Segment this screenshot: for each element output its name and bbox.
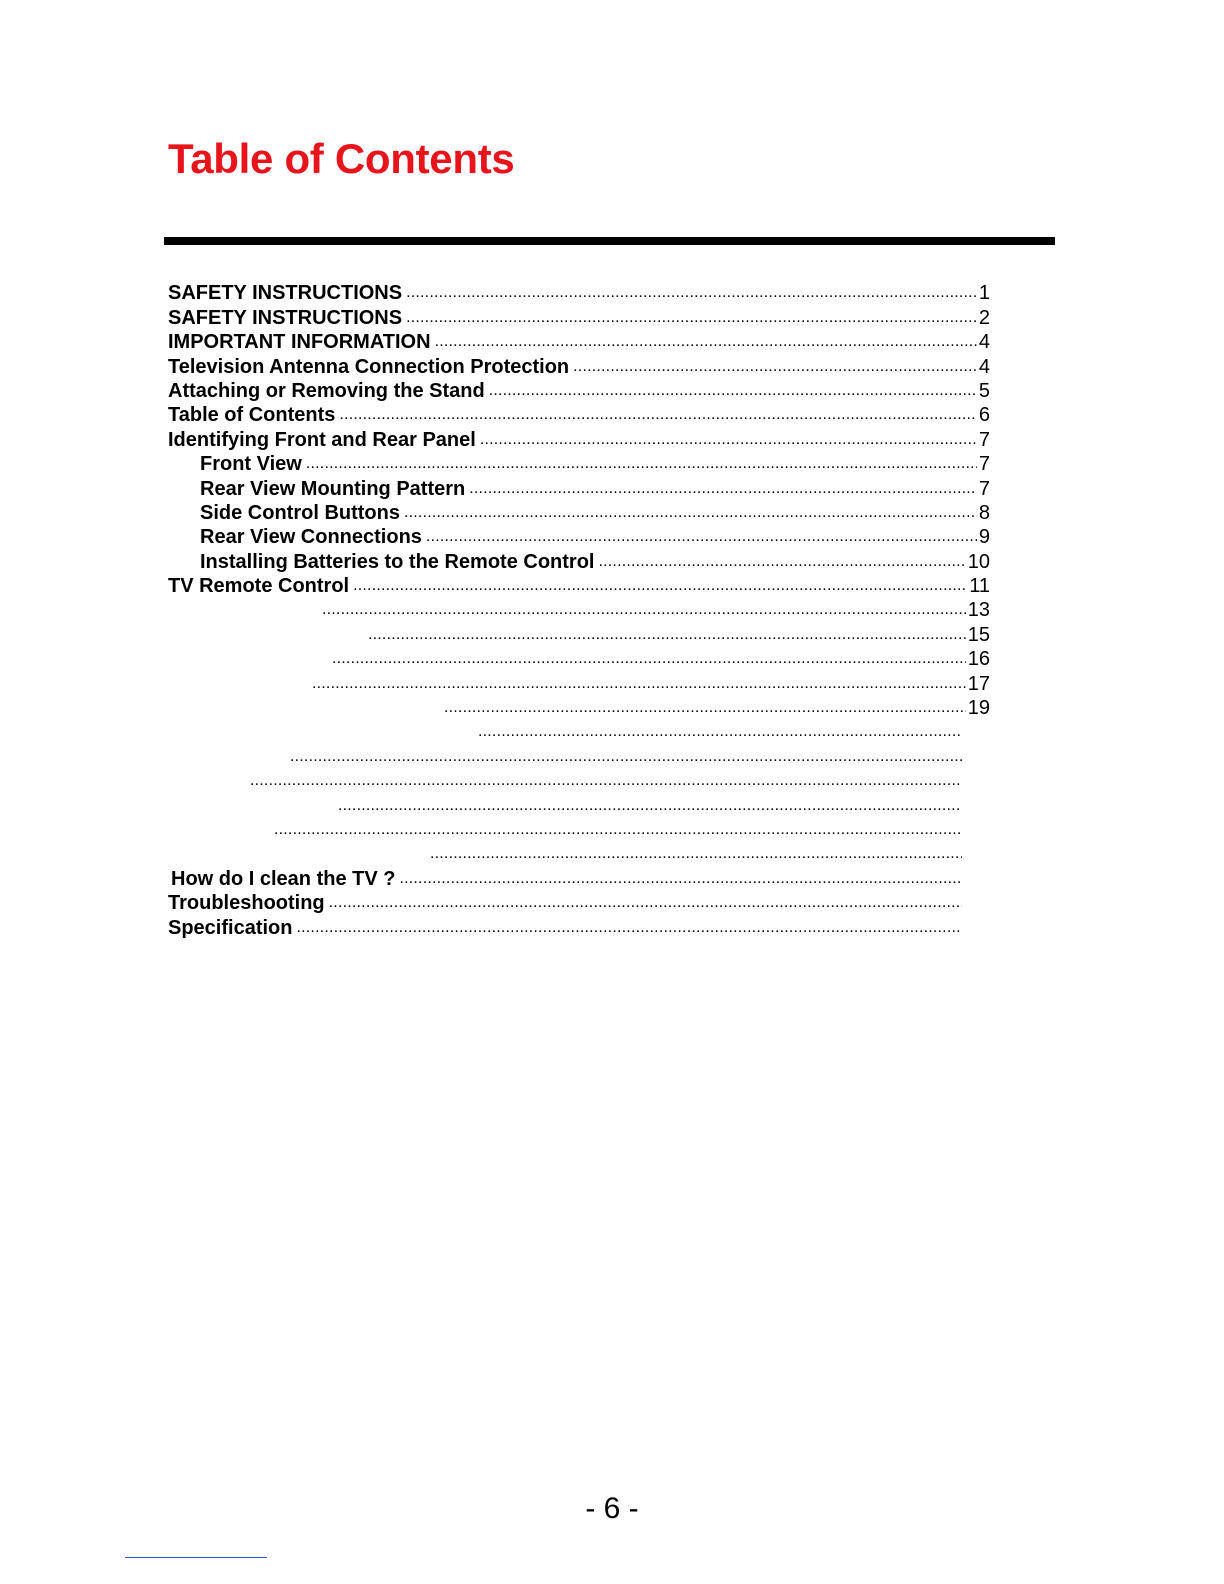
toc-entry-label: Troubleshooting	[168, 891, 329, 915]
toc-leader-dots	[250, 771, 962, 791]
toc-entry-label: Installing Batteries to the Remote Control	[200, 550, 598, 574]
toc-entry	[168, 915, 990, 939]
toc-entry	[168, 671, 990, 695]
toc-leader-dots	[332, 649, 966, 669]
toc-entry-label: Rear View Mounting Pattern	[200, 477, 469, 501]
toc-entry-label: TV Remote Control	[168, 574, 353, 598]
toc-entry	[168, 403, 990, 427]
toc-entry	[168, 574, 990, 598]
toc-entry-label: Television Antenna Connection Protection	[168, 355, 573, 379]
toc-entry-page: 2	[978, 306, 990, 329]
toc-entry	[168, 891, 990, 915]
toc-entry-page: 5	[978, 379, 990, 402]
table-of-contents	[168, 281, 990, 940]
toc-leader-dots	[444, 698, 966, 718]
toc-leader-dots	[399, 869, 962, 889]
toc-leader-dots	[353, 576, 967, 596]
toc-entry	[168, 354, 990, 378]
toc-entry	[168, 281, 990, 305]
toc-entry-page: 15	[967, 623, 990, 646]
toc-entry	[168, 696, 990, 720]
toc-entry-label: Table of Contents	[168, 403, 339, 427]
toc-leader-dots	[478, 722, 962, 742]
toc-entry	[168, 769, 990, 793]
toc-leader-dots	[329, 893, 962, 913]
page-title: Table of Contents	[168, 135, 515, 182]
toc-entry-label: Rear View Connections	[200, 525, 426, 549]
toc-entry-label: Side Control Buttons	[200, 501, 404, 525]
toc-leader-dots	[430, 844, 962, 864]
toc-entry-label: SAFETY INSTRUCTIONS	[168, 281, 406, 305]
toc-entry-label: How do I clean the TV ?	[171, 867, 399, 891]
toc-entry-page: 8	[978, 501, 990, 524]
toc-leader-dots	[406, 283, 977, 303]
toc-entry-label: IMPORTANT INFORMATION	[168, 330, 435, 354]
toc-entry-page: 7	[978, 428, 990, 451]
toc-entry	[168, 549, 990, 573]
toc-leader-dots	[480, 430, 977, 450]
toc-entry-page: 4	[978, 331, 990, 354]
toc-leader-dots	[598, 552, 965, 572]
toc-entry-label: Specification	[168, 916, 296, 940]
toc-entry	[168, 452, 990, 476]
toc-entry	[168, 818, 990, 842]
footer-line	[125, 1557, 267, 1558]
toc-entry-page: 7	[978, 477, 990, 500]
toc-entry	[168, 525, 990, 549]
page-number: - 6 -	[585, 1492, 639, 1525]
toc-entry-label: Identifying Front and Rear Panel	[168, 428, 480, 452]
toc-entry	[168, 330, 990, 354]
toc-entry-label: SAFETY INSTRUCTIONS	[168, 306, 406, 330]
toc-entry-page: 17	[967, 672, 990, 695]
toc-entry-page: 4	[978, 355, 990, 378]
toc-leader-dots	[404, 503, 977, 523]
toc-entry	[168, 647, 990, 671]
toc-entry	[168, 379, 990, 403]
toc-entry-page: 10	[967, 550, 990, 573]
toc-entry-label: Front View	[200, 452, 306, 476]
toc-entry-page: 16	[967, 648, 990, 671]
toc-leader-dots	[426, 527, 977, 547]
toc-leader-dots	[435, 332, 977, 352]
toc-entry	[168, 720, 990, 744]
toc-entry	[168, 476, 990, 500]
toc-entry-page: 7	[978, 453, 990, 476]
toc-leader-dots	[406, 308, 977, 328]
toc-entry-page: 11	[969, 575, 990, 598]
toc-entry-page: 19	[967, 697, 990, 720]
toc-entry	[168, 866, 990, 890]
toc-leader-dots	[368, 625, 966, 645]
toc-leader-dots	[322, 600, 966, 620]
toc-leader-dots	[489, 381, 977, 401]
toc-entry	[168, 744, 990, 768]
toc-entry-page: 13	[967, 599, 990, 622]
toc-leader-dots	[573, 357, 977, 377]
toc-entry-page: 6	[978, 404, 990, 427]
toc-entry-label: Attaching or Removing the Stand	[168, 379, 489, 403]
toc-leader-dots	[296, 918, 962, 938]
toc-entry	[168, 501, 990, 525]
toc-entry	[168, 842, 990, 866]
toc-entry	[168, 793, 990, 817]
toc-leader-dots	[338, 796, 962, 816]
toc-leader-dots	[469, 479, 977, 499]
toc-leader-dots	[339, 405, 976, 425]
toc-leader-dots	[306, 454, 977, 474]
toc-leader-dots	[290, 747, 962, 767]
toc-entry-page: 9	[978, 526, 990, 549]
toc-entry	[168, 427, 990, 451]
toc-entry	[168, 598, 990, 622]
toc-entry-page: 1	[978, 282, 990, 305]
toc-leader-dots	[312, 674, 966, 694]
title-rule	[164, 237, 1055, 245]
toc-leader-dots	[274, 820, 962, 840]
toc-entry	[168, 305, 990, 329]
toc-entry	[168, 622, 990, 646]
